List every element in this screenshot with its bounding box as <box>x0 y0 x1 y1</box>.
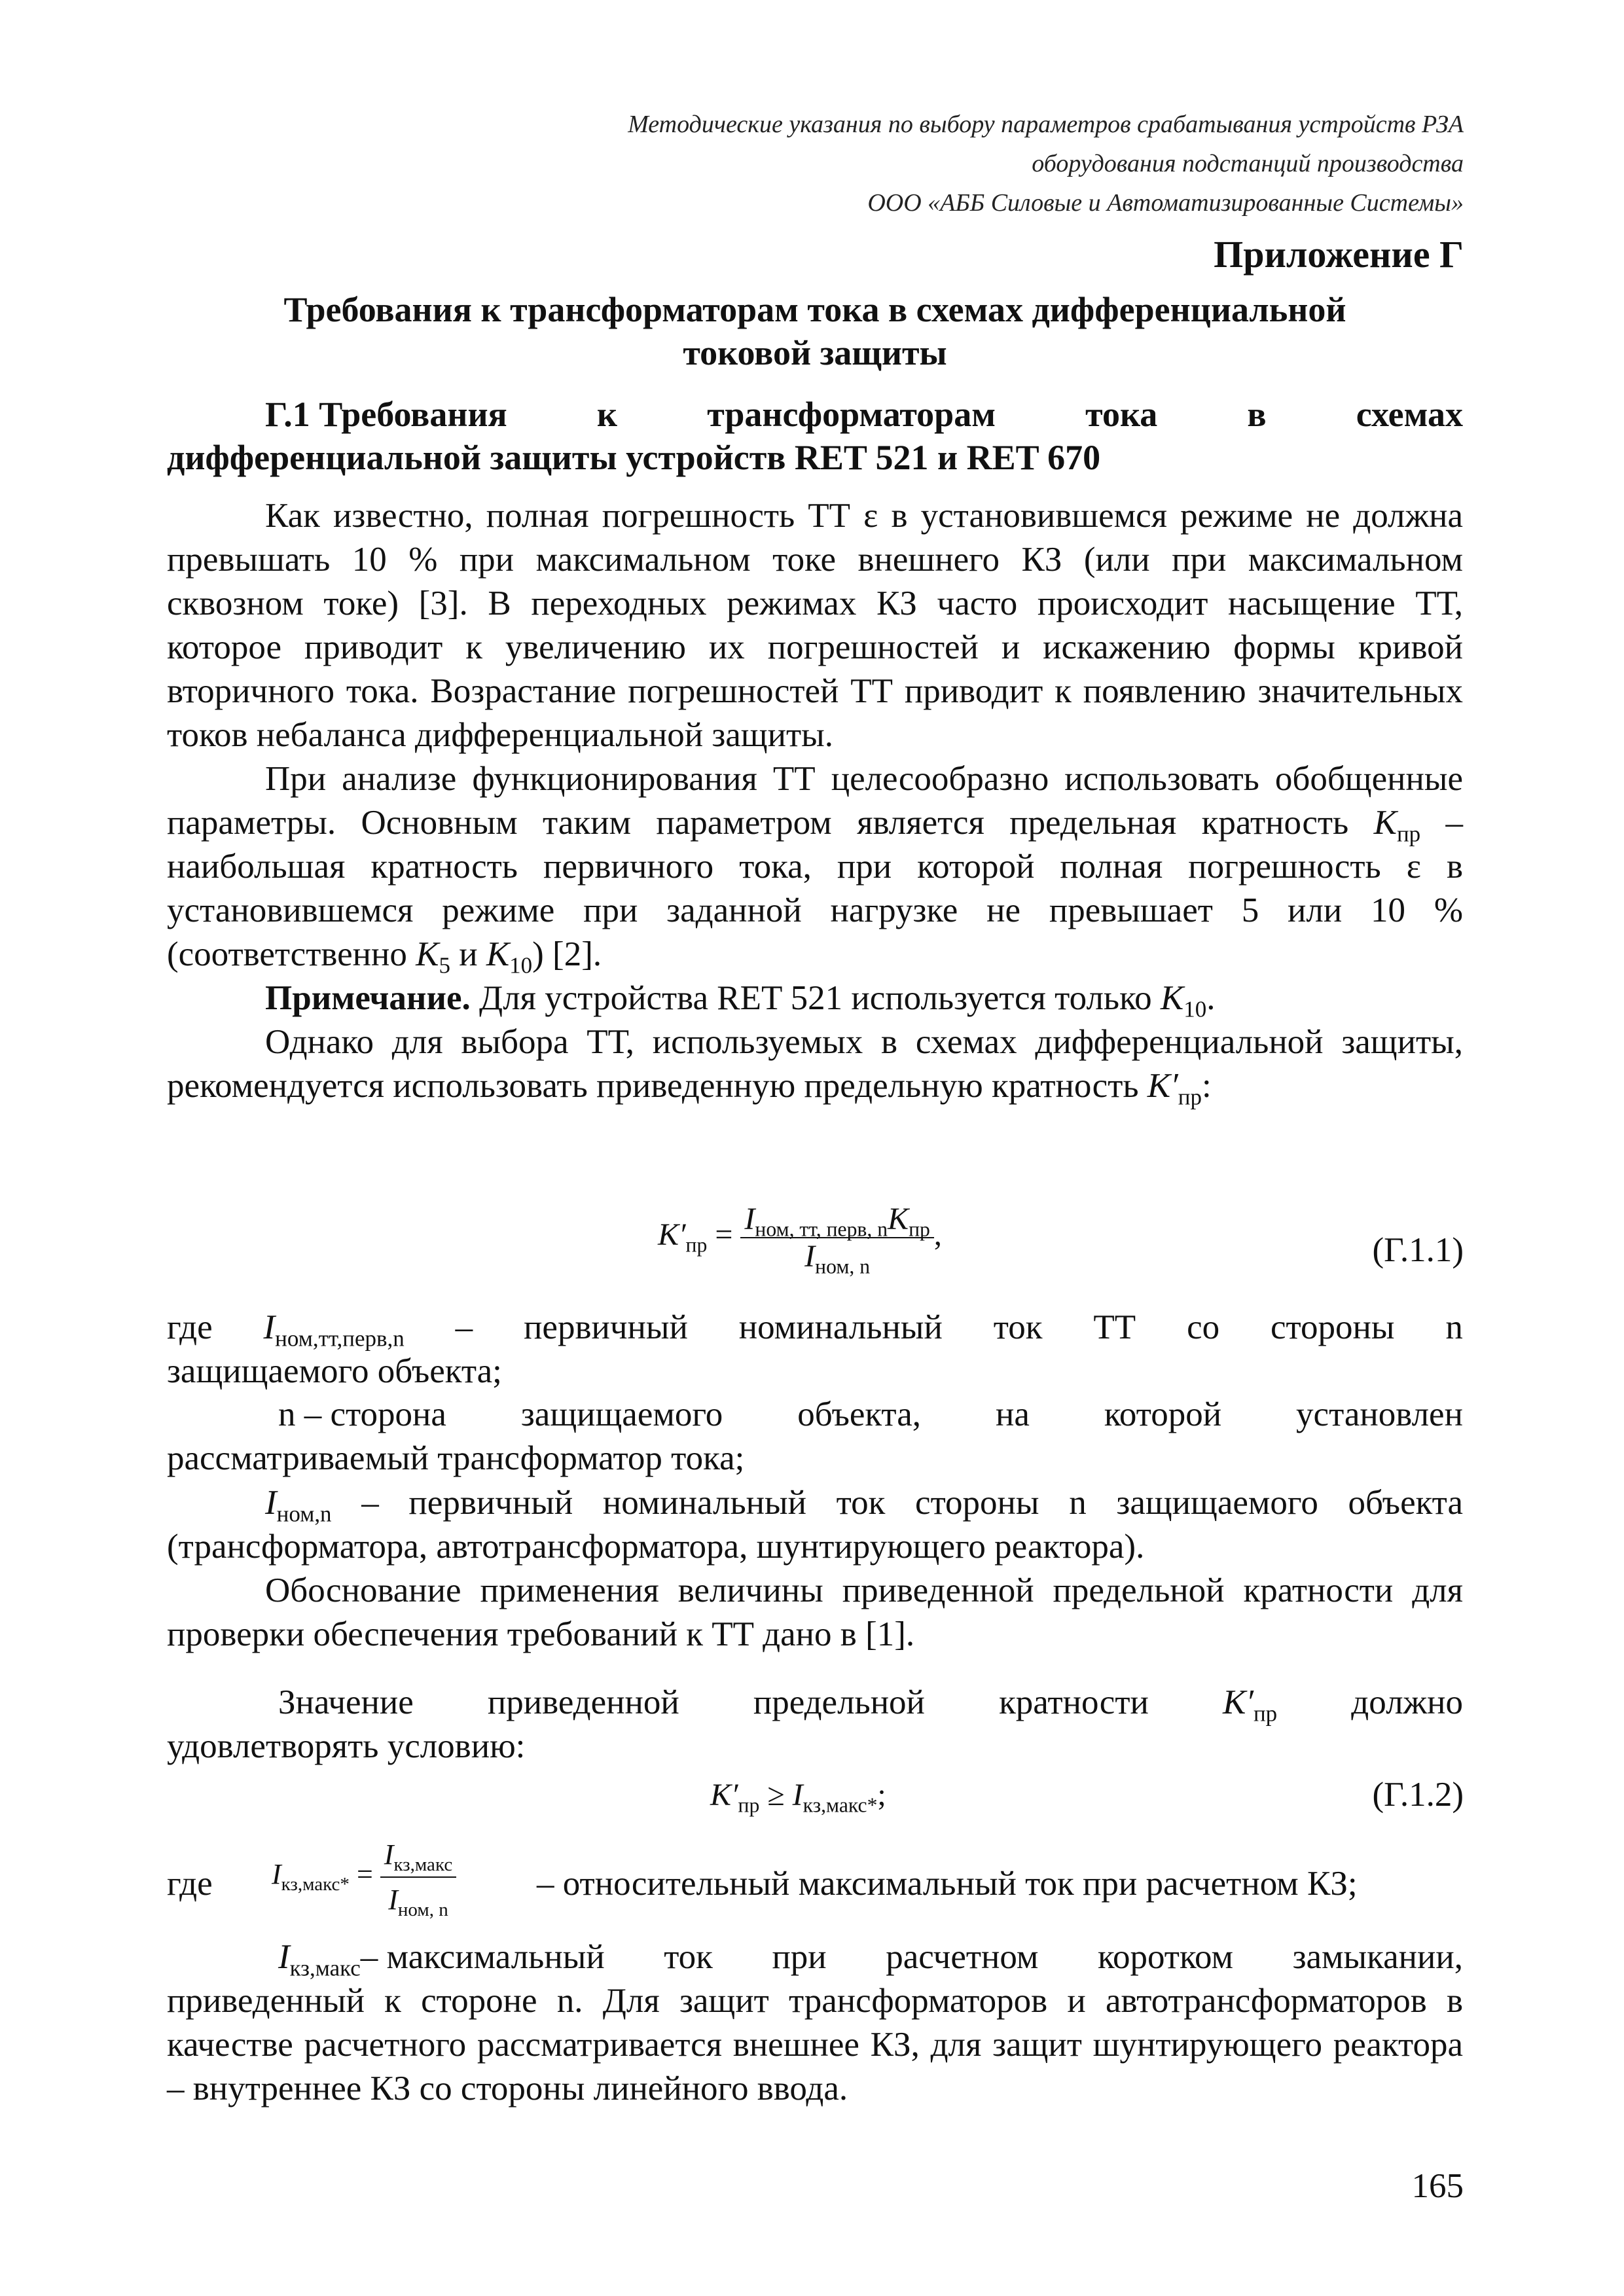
word: стороны <box>1271 1308 1395 1346</box>
definition-line <box>167 1306 1463 1350</box>
fraction <box>740 1201 933 1278</box>
paragraph <box>167 1020 1463 1108</box>
subscript: ном,n <box>276 1501 332 1527</box>
header-line: Методические указания по выбору параметров срабатывания устройств РЗА <box>628 111 1464 138</box>
word: ТТ <box>1093 1308 1136 1346</box>
word: предельной <box>753 1683 925 1721</box>
word: защищаемого <box>520 1395 723 1433</box>
word: n – сторона <box>278 1395 446 1433</box>
word: первичный <box>524 1308 688 1346</box>
numerator <box>740 1201 933 1241</box>
formula-operator: ≥ <box>759 1778 793 1812</box>
heading-word: Г.1 Требования <box>265 395 507 434</box>
subscript: ном, n <box>815 1255 871 1278</box>
paragraph-line <box>167 1935 1463 1979</box>
subscript: 10 <box>509 952 533 978</box>
word: на <box>996 1395 1030 1433</box>
text-span: – первичный номинальный ток стороны n защищаемого объекта (трансформатора, автотрансформатора, шунтирующего реактора). <box>167 1484 1463 1566</box>
note-label: Примечание. <box>265 979 471 1017</box>
formula-symbol: I <box>792 1778 803 1812</box>
subscript: ном, тт, перв, n <box>755 1217 888 1241</box>
word: коротком <box>1097 1938 1234 1976</box>
paragraph: Обоснование применения величины приведенной предельной кратности для проверки обеспечения требований к ТТ дано в [1]. <box>167 1571 1463 1653</box>
definition-continuation: рассматриваемый трансформатор тока; <box>167 1439 745 1477</box>
where-word: где <box>167 1865 213 1903</box>
paragraph-continuation: приведенный к стороне n. Для защит трансформаторов и автотрансформаторов в качестве расчетного рассматривается внешнее КЗ, для защит шунтирующего реактора – внутреннее КЗ со стороны линейного ввода. <box>167 1982 1463 2108</box>
word: со <box>1187 1308 1220 1346</box>
text-span: . <box>1206 979 1216 1017</box>
subscript: пр <box>738 1793 760 1817</box>
heading-word: к <box>596 395 618 434</box>
text-span: Однако для выбора ТТ, используемых в схемах дифференциальной защиты, рекомендуется использовать приведенную предельную кратность <box>167 1023 1463 1105</box>
word: при <box>772 1938 827 1976</box>
heading-word: тока <box>1085 395 1158 434</box>
formula-punctuation: ; <box>877 1778 886 1812</box>
word: приведенной <box>487 1683 679 1721</box>
word: номинальный <box>738 1308 943 1346</box>
heading-word: схемах <box>1356 395 1463 434</box>
symbol: K′ <box>1223 1683 1254 1721</box>
where-word: где <box>167 1308 213 1346</box>
formula-symbol: K <box>888 1202 909 1236</box>
formula-symbol: K′ <box>658 1217 686 1253</box>
heading-word: трансформаторам <box>707 395 996 434</box>
definition-text: – относительный максимальный ток при расчетном КЗ; <box>537 1865 1358 1903</box>
symbol: K <box>1160 979 1184 1017</box>
definition-item <box>167 1393 1463 1480</box>
formula-symbol: K′ <box>710 1778 738 1812</box>
denominator <box>740 1238 933 1278</box>
definition-paragraph <box>167 1481 1463 1569</box>
paragraph-continuation: удовлетворять условию: <box>167 1727 526 1765</box>
word: кратности <box>999 1683 1149 1721</box>
formula-punctuation: , <box>933 1217 942 1253</box>
text-span: При анализе функционирования ТТ целесообразно использовать обобщенные параметры. Основным таким параметром является предельная кратность <box>167 760 1463 842</box>
subscript: кз,макс* <box>803 1793 878 1817</box>
definition-symbol <box>264 1306 405 1350</box>
paragraph-line <box>167 1681 1463 1725</box>
body-text <box>167 1481 1463 1657</box>
header-line: оборудования подстанций производства <box>1032 150 1464 177</box>
definition-line <box>167 1393 1463 1437</box>
main-title-line: токовой защиты <box>683 333 947 372</box>
body-text <box>167 494 1463 1108</box>
header-line: ООО «АББ Силовые и Автоматизированные Системы» <box>867 189 1464 217</box>
symbol: I <box>265 1484 277 1522</box>
running-header <box>285 105 1464 223</box>
symbol: K <box>486 935 510 973</box>
page-number: 165 <box>1411 2167 1464 2205</box>
symbol: K′ <box>1147 1067 1178 1105</box>
condition-paragraph <box>167 1681 1463 1768</box>
note-paragraph <box>167 977 1463 1020</box>
formula-symbol: I <box>384 1839 394 1871</box>
paragraph: Как известно, полная погрешность ТТ ε в установившемся режиме не должна превышать 10 % при максимальном токе внешнего КЗ (или при максимальном сквозном токе) [3]. В переходных режимах КЗ часто происходит насыщение ТТ, которое приводит к увеличению их погрешностей и искажению формы кривой вторичного тока. Возрастание погрешностей ТТ приводит к появлению значительных токов небаланса дифференциальной защиты. <box>167 497 1463 754</box>
text-span: и <box>450 935 486 973</box>
text-span: Для устройства RET 521 используется только <box>470 979 1161 1017</box>
subscript: пр <box>909 1217 930 1241</box>
formula-relative-current <box>272 1833 456 1922</box>
equation-number: (Г.1.1) <box>1372 1231 1464 1269</box>
symbol-group <box>1223 1681 1277 1725</box>
word: ток <box>993 1308 1043 1346</box>
paragraph <box>167 757 1463 977</box>
text-span: : <box>1201 1067 1212 1105</box>
appendix-title: Приложение Г <box>1214 233 1464 276</box>
symbol-group <box>278 1935 605 1979</box>
numerator <box>380 1833 456 1878</box>
equation-number: (Г.1.2) <box>1372 1776 1464 1814</box>
subscript: пр <box>1178 1084 1202 1110</box>
subscript: ном,тт,перв,n <box>275 1325 405 1352</box>
word: ток <box>664 1938 713 1976</box>
definition-item <box>167 1306 1463 1393</box>
subscript: кз,макс <box>393 1854 453 1875</box>
main-title-line: Требования к трансформаторам тока в схемах дифференциальной <box>283 290 1346 329</box>
formula-symbol: I <box>388 1884 398 1916</box>
subscript: пр <box>685 1233 708 1257</box>
subscript: кз,макс* <box>281 1873 350 1895</box>
word: должно <box>1351 1683 1463 1721</box>
word: n <box>1445 1308 1463 1346</box>
word: установлен <box>1296 1395 1463 1433</box>
formula-g-1-1 <box>658 1201 942 1278</box>
subscript: 10 <box>1183 996 1207 1022</box>
word: – максимальный <box>360 1938 605 1976</box>
symbol: K <box>1373 804 1397 842</box>
formula-symbol: I <box>272 1858 281 1891</box>
subscript: кз,макс <box>289 1955 361 1981</box>
word: объекта, <box>797 1395 922 1433</box>
formula-g-1-2 <box>710 1777 886 1817</box>
main-title <box>167 288 1463 374</box>
final-paragraph <box>167 1935 1463 2111</box>
word: замыкании, <box>1292 1938 1463 1976</box>
definition-continuation: защищаемого объекта; <box>167 1352 502 1390</box>
word: Значение <box>278 1683 414 1721</box>
word: расчетном <box>886 1938 1039 1976</box>
subscript: ном, n <box>397 1899 448 1920</box>
text-span: – наибольшая кратность первичного тока, при которой полная погрешность ε в установившемся режиме при заданной нагрузке не превышает 5 или 10 % (соответственно <box>167 804 1463 973</box>
word: – <box>455 1308 473 1346</box>
formula-symbol: I <box>744 1202 755 1236</box>
subscript: пр <box>1396 821 1421 847</box>
fraction <box>380 1833 456 1922</box>
section-heading <box>167 393 1463 479</box>
heading-word: в <box>1247 395 1267 434</box>
symbol: I <box>263 1308 276 1346</box>
formula-operator: = <box>349 1858 373 1891</box>
section-heading-line <box>167 393 1463 436</box>
formula-symbol: I <box>804 1239 816 1274</box>
symbol: K <box>416 935 439 973</box>
section-heading-line: дифференциальной защиты устройств RET 521 и RET 670 <box>167 438 1101 477</box>
denominator <box>380 1878 456 1922</box>
subscript: 5 <box>439 952 450 978</box>
word: которой <box>1104 1395 1222 1433</box>
symbol: I <box>278 1938 290 1976</box>
formula-operator: = <box>707 1217 733 1253</box>
text-span: ) [2]. <box>532 935 602 973</box>
subscript: пр <box>1253 1700 1278 1727</box>
